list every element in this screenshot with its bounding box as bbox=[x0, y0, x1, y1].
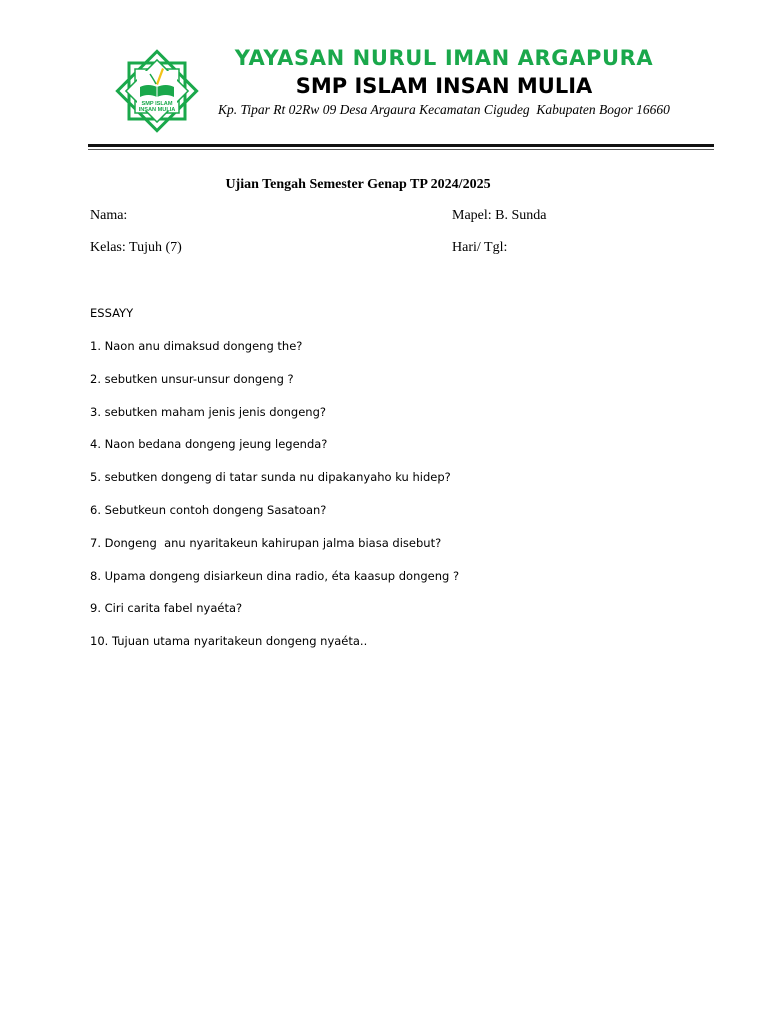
exam-title: Ujian Tengah Semester Genap TP 2024/2025 bbox=[225, 177, 491, 192]
header-divider-thin bbox=[88, 149, 714, 150]
question-item: 4. Naon bedana dongeng jeung legenda? bbox=[90, 437, 328, 452]
logo-text-line1: SMP ISLAM bbox=[141, 101, 173, 107]
school-name: SMP ISLAM INSAN MULIA bbox=[295, 74, 593, 98]
question-item: 5. sebutken dongeng di tatar sunda nu dipakanyaho ku hidep? bbox=[90, 470, 451, 485]
name-field-label: Nama: bbox=[90, 208, 128, 223]
question-item: 2. sebutken unsur-unsur dongeng ? bbox=[90, 371, 294, 386]
school-logo-emblem bbox=[110, 44, 204, 138]
question-item: 3. sebutken maham jenis jenis dongeng? bbox=[90, 404, 326, 419]
question-item: 7. Dongeng anu nyaritakeun kahirupan jalma biasa disebut? bbox=[90, 535, 442, 550]
question-item: 10. Tujuan utama nyaritakeun dongeng nyaéta.. bbox=[90, 634, 368, 649]
day-date-label: Hari/ Tgl: bbox=[452, 240, 508, 255]
question-item: 1. Naon anu dimaksud dongeng the? bbox=[90, 339, 303, 353]
school-address: Kp. Tipar Rt 02Rw 09 Desa Argaura Kecamatan Cigudeg Kabupaten Bogor 16660 bbox=[218, 102, 670, 117]
header-divider-thick bbox=[88, 144, 714, 147]
logo-text-line2: INSAN MULIA bbox=[138, 107, 176, 113]
school-logo bbox=[110, 44, 204, 138]
question-list bbox=[90, 339, 459, 667]
section-title: ESSAYY bbox=[90, 306, 134, 320]
subject-label: Mapel: B. Sunda bbox=[452, 208, 547, 223]
question-item: 6. Sebutkeun contoh dongeng Sasatoan? bbox=[90, 502, 327, 517]
question-item: 8. Upama dongeng disiarkeun dina radio, éta kaasup dongeng ? bbox=[90, 568, 460, 583]
class-label: Kelas: Tujuh (7) bbox=[90, 240, 182, 255]
foundation-name: YAYASAN NURUL IMAN ARGAPURA bbox=[234, 46, 654, 70]
question-item: 9. Ciri carita fabel nyaéta? bbox=[90, 601, 243, 616]
